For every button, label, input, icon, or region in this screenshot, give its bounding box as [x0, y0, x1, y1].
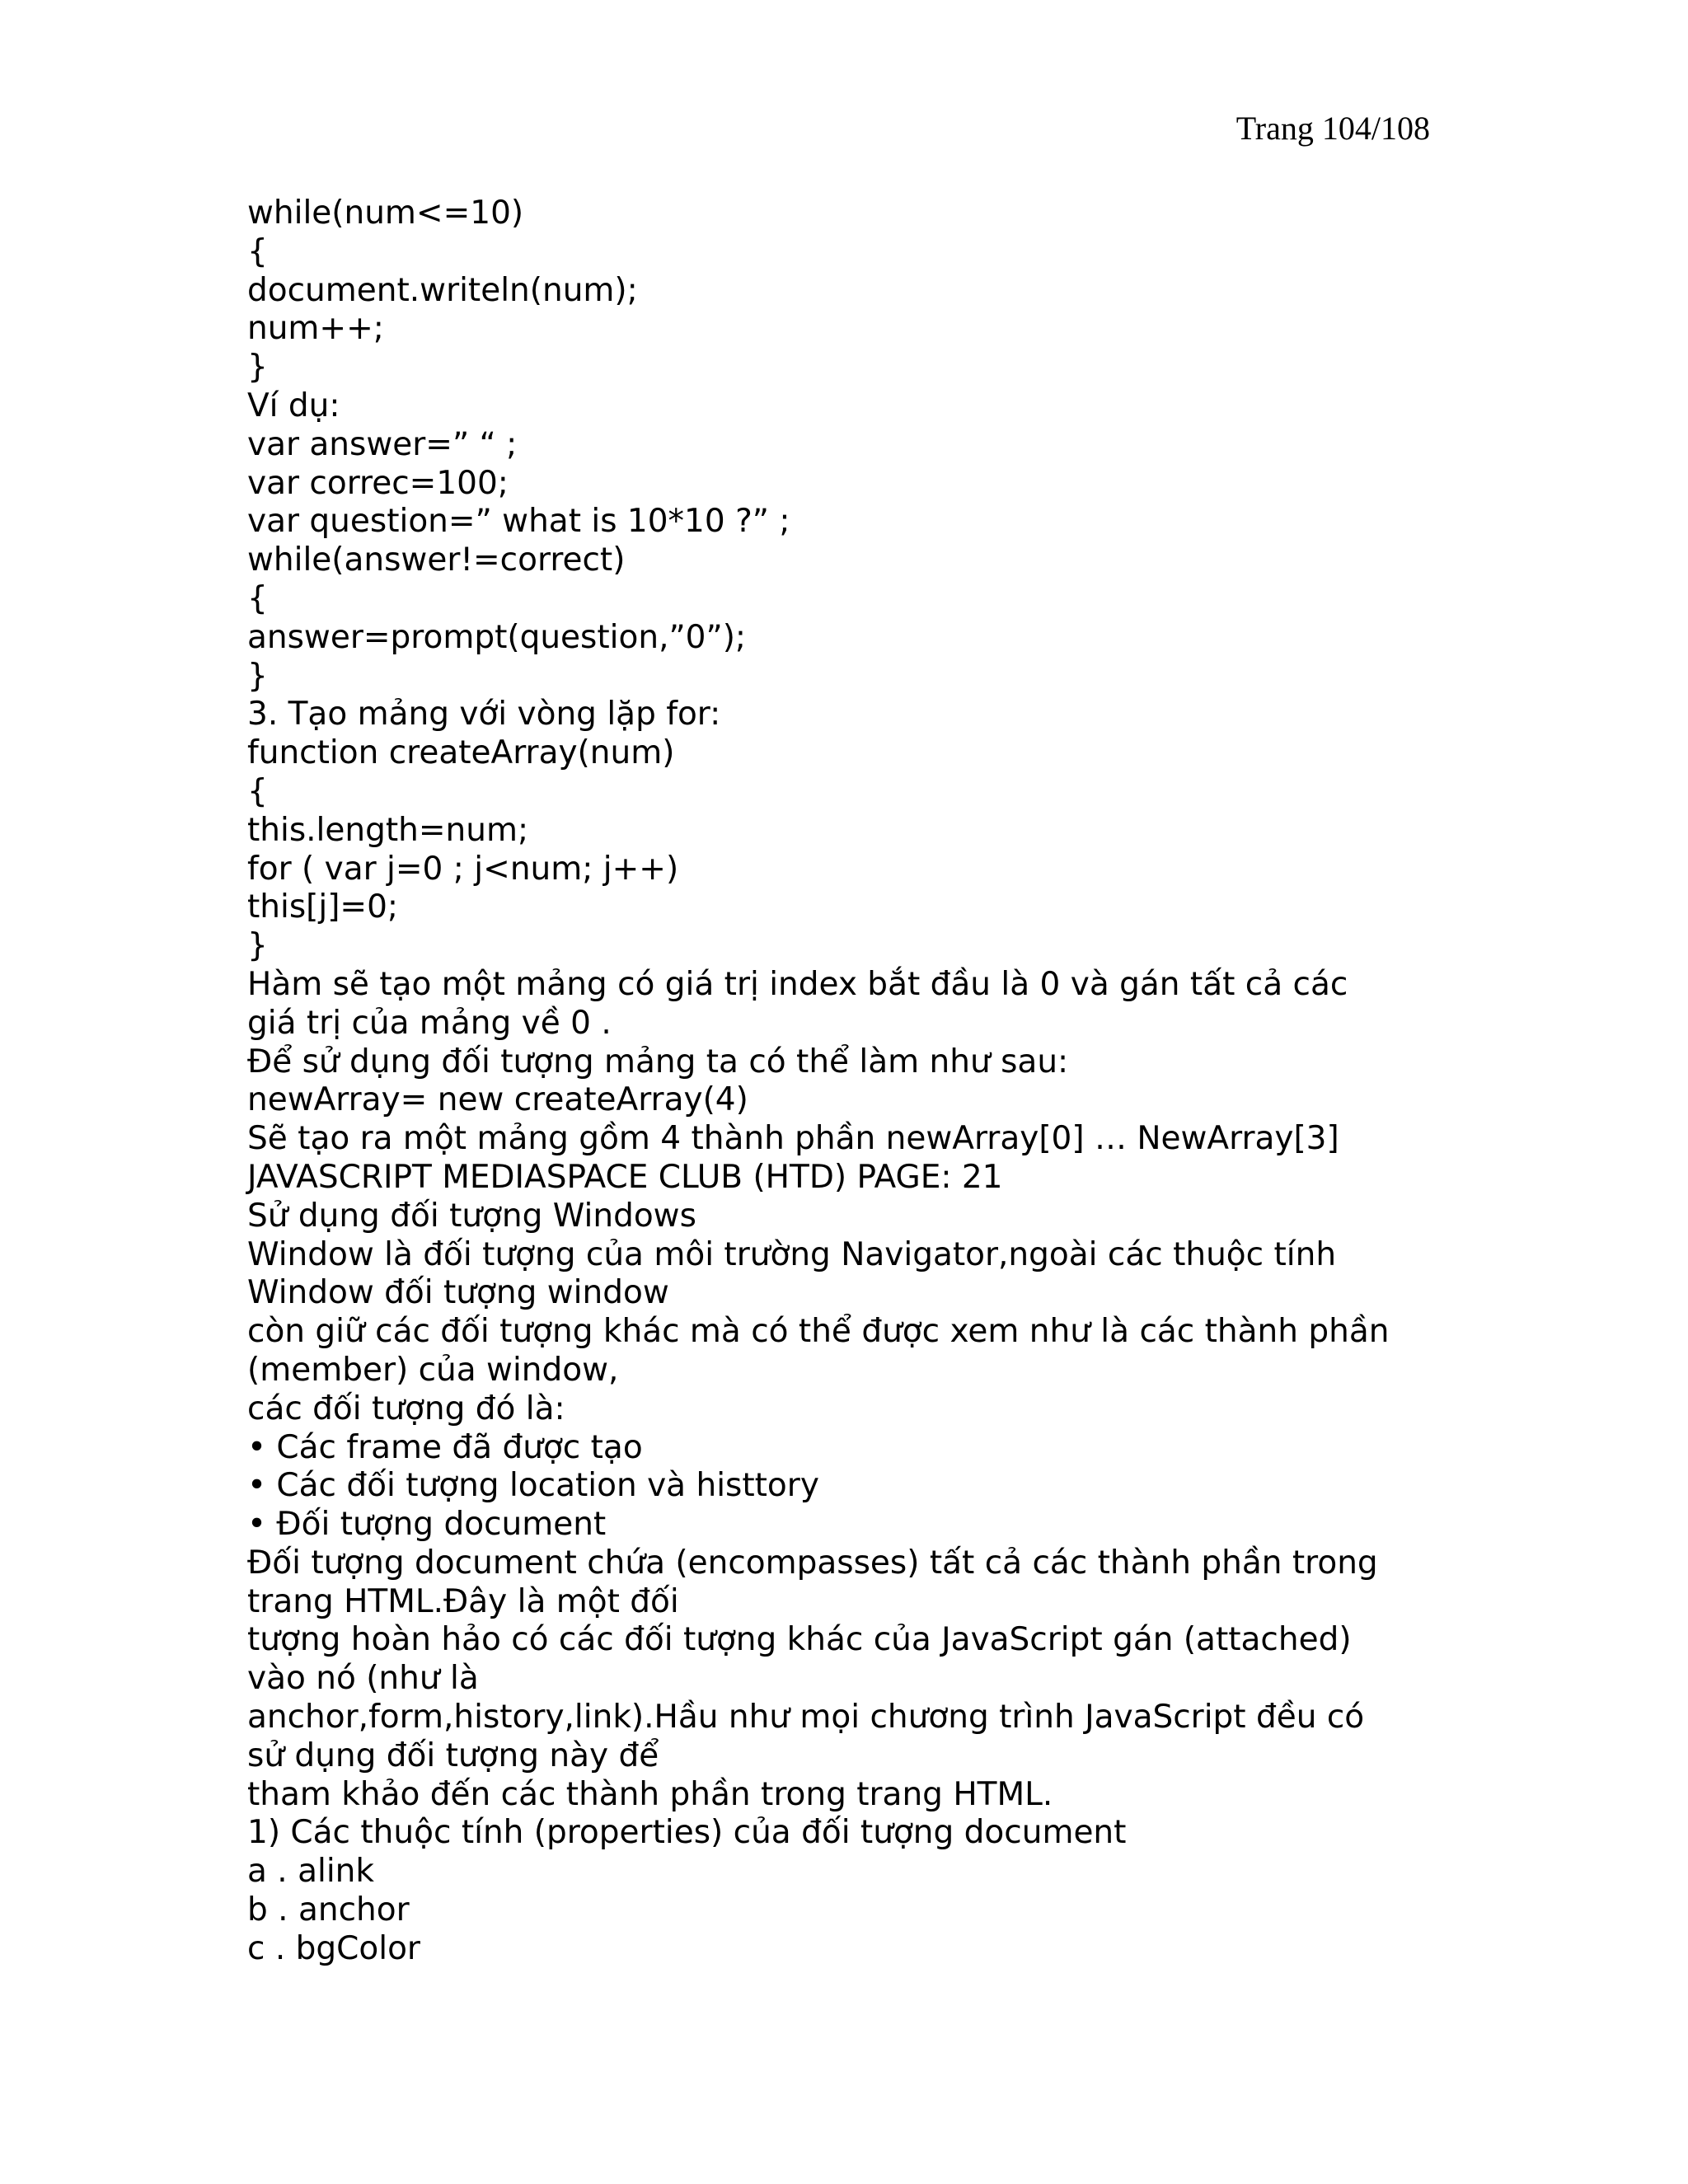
text-line: JAVASCRIPT MEDIASPACE CLUB (HTD) PAGE: 21: [247, 1158, 1003, 1196]
text-line: var answer=” “ ;: [247, 425, 518, 463]
text-line: • Các frame đã được tạo: [247, 1428, 643, 1466]
text-line: }: [247, 927, 268, 965]
text-line: b . anchor: [247, 1891, 410, 1929]
page-number: Trang 104/108: [1236, 110, 1430, 147]
text-line: sử dụng đối tượng này để: [247, 1736, 659, 1774]
text-line: {: [247, 772, 268, 810]
text-line: {: [247, 232, 268, 270]
text-line: còn giữ các đối tượng khác mà có thể được xem như là các thành phần: [247, 1313, 1390, 1351]
text-line: }: [247, 657, 268, 695]
text-line: tham khảo đến các thành phần trong trang HTML.: [247, 1775, 1053, 1813]
text-line: function createArray(num): [247, 734, 675, 772]
text-line: num++;: [247, 310, 384, 348]
text-line: var correc=100;: [247, 464, 509, 502]
text-line: anchor,form,history,link).Hầu như mọi chương trình JavaScript đều có: [247, 1699, 1365, 1736]
text-line: Đối tượng document chứa (encompasses) tất cả các thành phần trong: [247, 1544, 1378, 1582]
text-line: Sử dụng đối tượng Windows: [247, 1197, 696, 1235]
text-line: var question=” what is 10*10 ?” ;: [247, 503, 790, 541]
text-line: • Đối tượng document: [247, 1506, 607, 1544]
text-line: while(answer!=correct): [247, 541, 626, 579]
text-line: giá trị của mảng về 0 .: [247, 1004, 612, 1042]
text-line: this.length=num;: [247, 811, 529, 849]
text-line: for ( var j=0 ; j<num; j++): [247, 850, 679, 888]
text-line: tượng hoàn hảo có các đối tượng khác của JavaScript gán (attached): [247, 1621, 1352, 1659]
document-body: [247, 194, 1451, 1969]
text-line: c . bgColor: [247, 1929, 420, 1967]
text-line: Sẽ tạo ra một mảng gồm 4 thành phần newArray[0] … NewArray[3]: [247, 1120, 1339, 1158]
text-line: this[j]=0;: [247, 888, 399, 926]
text-line: Hàm sẽ tạo một mảng có giá trị index bắt đầu là 0 và gán tất cả các: [247, 965, 1348, 1003]
text-line: {: [247, 579, 268, 617]
text-line: Để sử dụng đối tượng mảng ta có thể làm như sau:: [247, 1043, 1069, 1080]
text-line: newArray= new createArray(4): [247, 1081, 748, 1119]
text-line: document.writeln(num);: [247, 271, 638, 309]
text-line: Ví dụ:: [247, 387, 340, 424]
text-line: các đối tượng đó là:: [247, 1390, 565, 1427]
text-line: 3. Tạo mảng với vòng lặp for:: [247, 696, 721, 733]
text-line: Window là đối tượng của môi trường Navigator,ngoài các thuộc tính: [247, 1235, 1337, 1273]
text-line: trang HTML.Đây là một đối: [247, 1582, 679, 1620]
text-line: answer=prompt(question,”0”);: [247, 618, 747, 656]
text-line: vào nó (như là: [247, 1660, 479, 1698]
text-line: while(num<=10): [247, 194, 524, 232]
text-line: Window đối tượng window: [247, 1274, 669, 1312]
text-line: 1) Các thuộc tính (properties) của đối tượng document: [247, 1814, 1127, 1852]
text-line: a . alink: [247, 1853, 374, 1891]
text-line: }: [247, 349, 268, 387]
text-line: (member) của window,: [247, 1351, 619, 1389]
text-line: • Các đối tượng location và histtory: [247, 1467, 819, 1505]
